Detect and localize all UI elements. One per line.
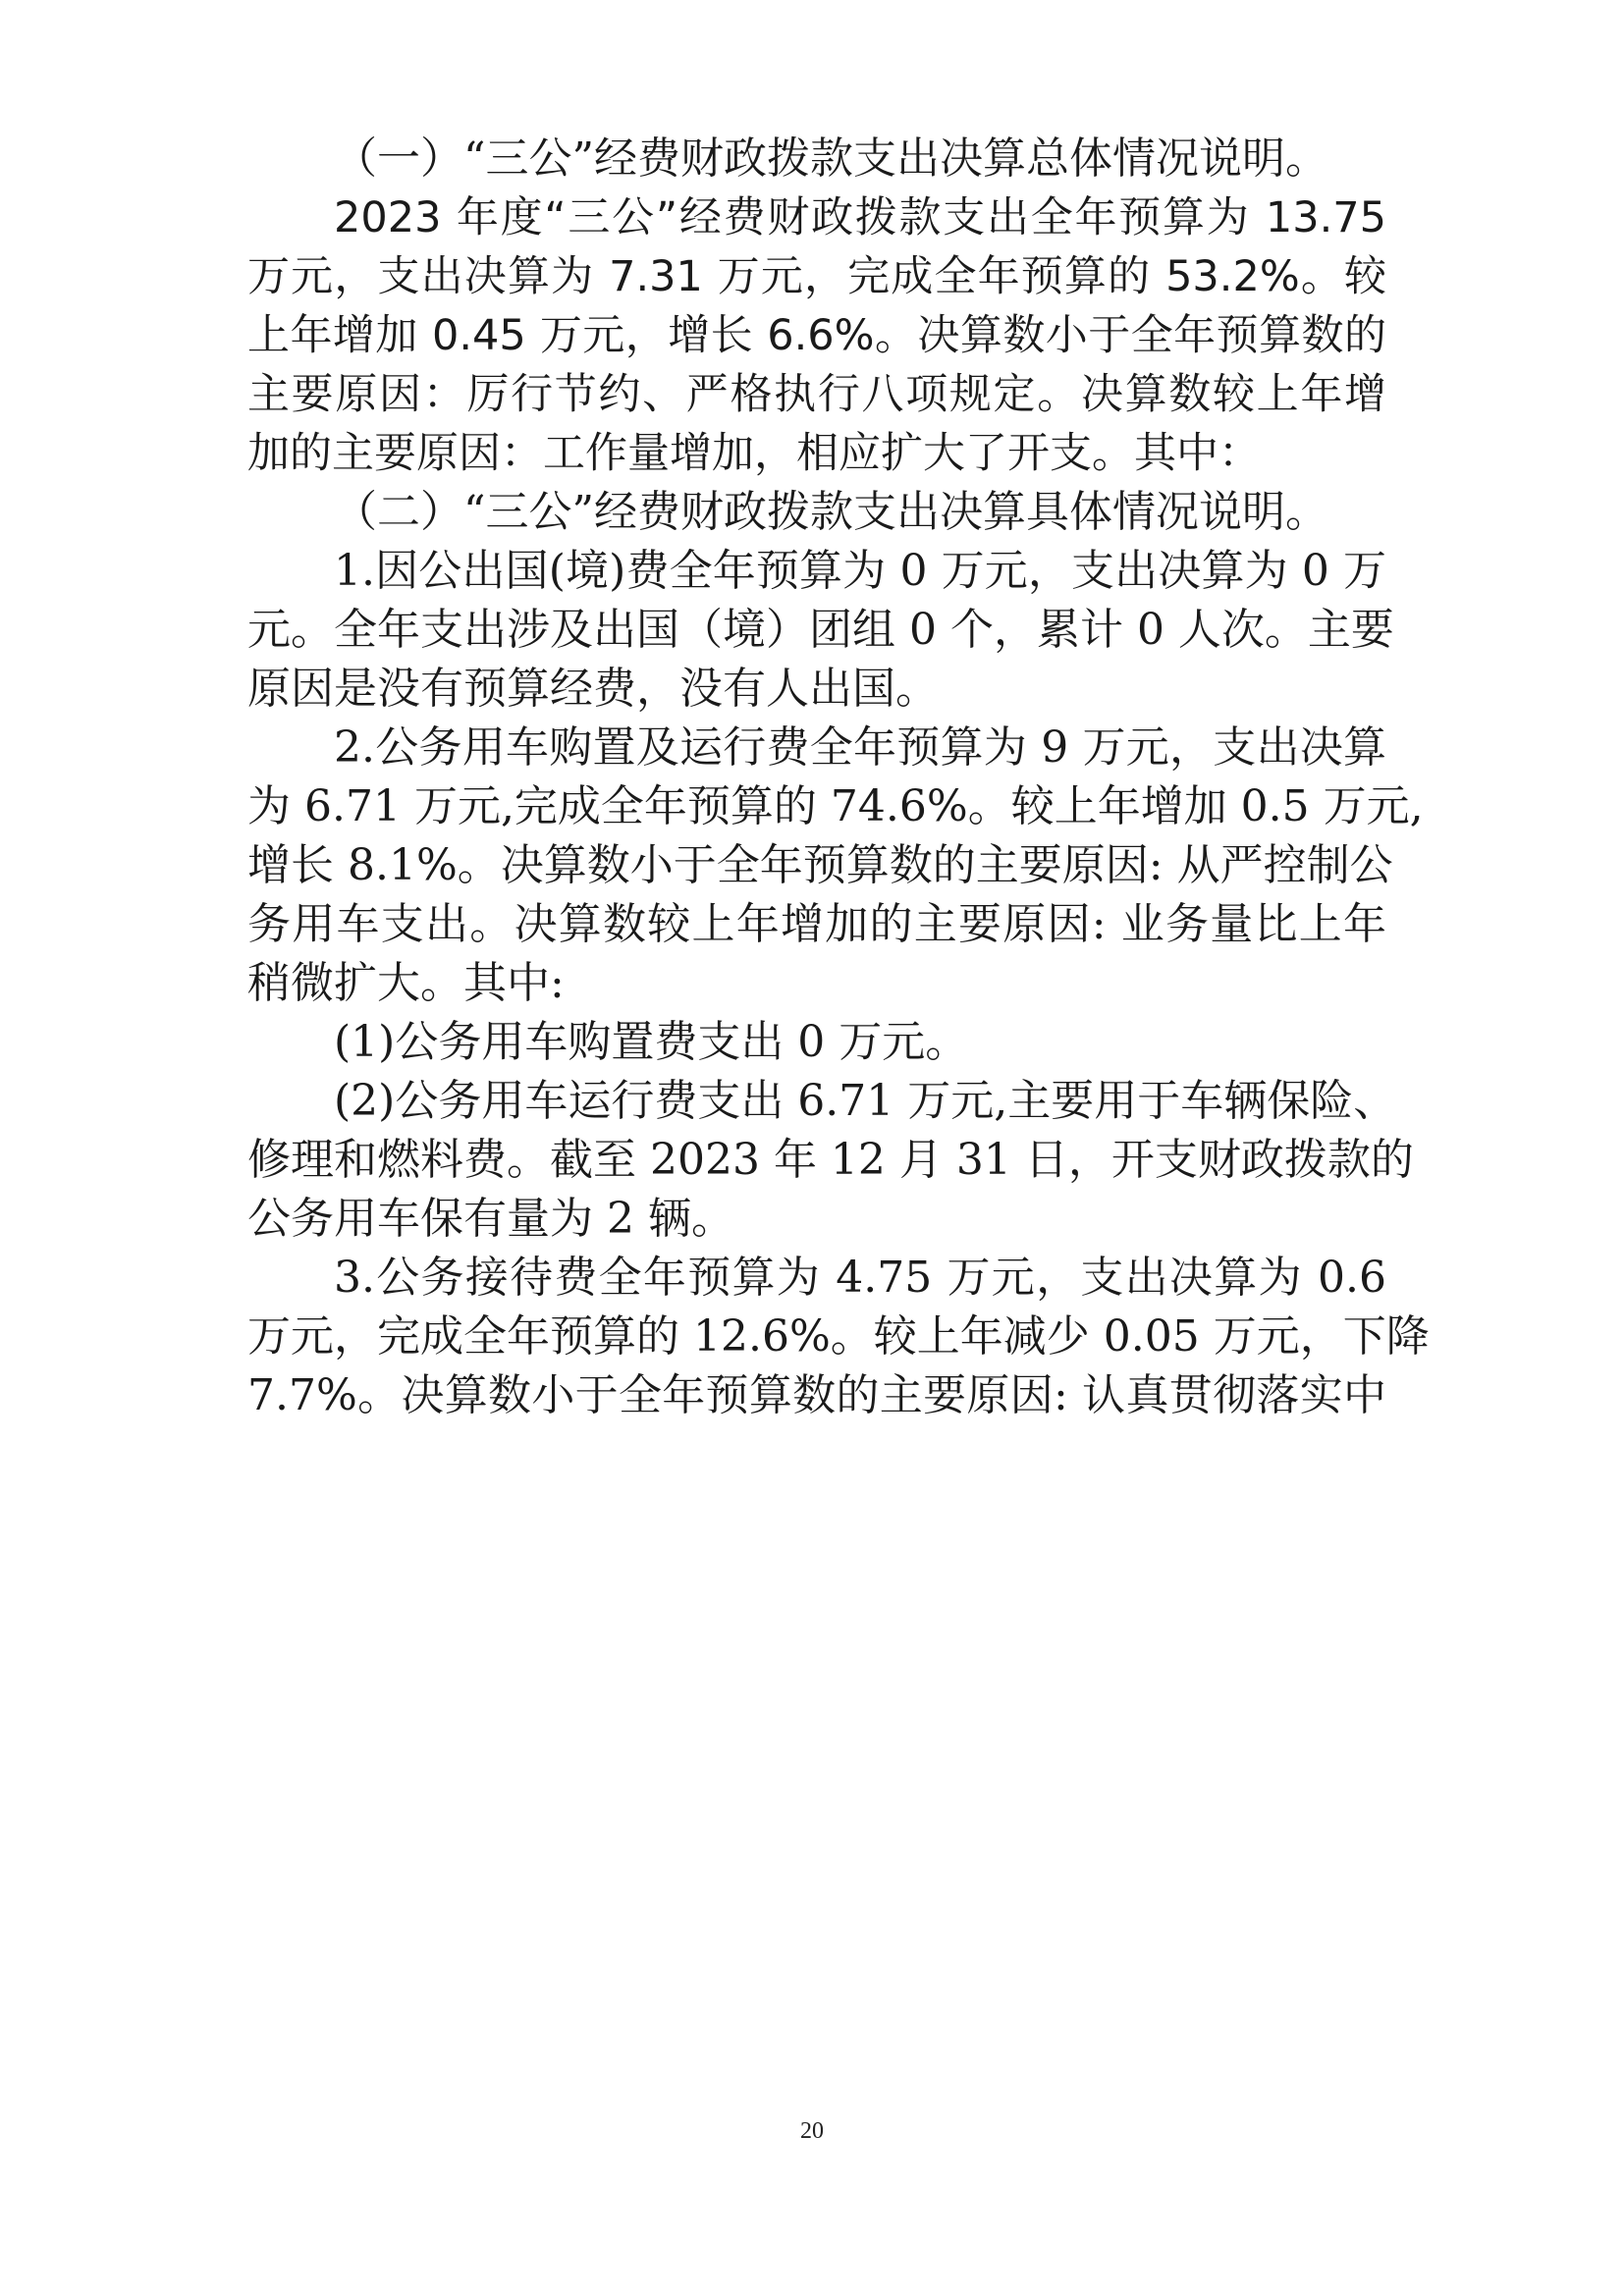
paragraph-line: (2)公务用车运行费支出 6.71 万元,主要用于车辆保险、 <box>334 1076 1397 1126</box>
paragraph-line: 主要原因：厉行节约、严格执行八项规定。决算数较上年增 <box>247 370 1386 419</box>
paragraph-line: 2.公务用车购置及运行费全年预算为 9 万元，支出决算 <box>334 722 1386 773</box>
paragraph-line: 1.因公出国(境)费全年预算为 0 万元，支出决算为 0 万 <box>334 546 1386 596</box>
section-heading-detail: （二）“三公”经费财政拨款支出决算具体情况说明。 <box>334 487 1328 537</box>
paragraph-line: 修理和燃料费。截至 2023 年 12 月 31 日，开支财政拨款的 <box>247 1135 1414 1185</box>
paragraph-line: 2023 年度“三公”经费财政拨款支出全年预算为 13.75 <box>334 193 1386 242</box>
paragraph-line: 上年增加 0.45 万元，增长 6.6%。决算数小于全年预算数的 <box>247 311 1386 360</box>
paragraph-line: 务用车支出。决算数较上年增加的主要原因: 业务量比上年 <box>247 899 1386 949</box>
paragraph-line: 公务用车保有量为 2 辆。 <box>247 1194 734 1244</box>
paragraph-line: 万元，完成全年预算的 12.6%。较上年减少 0.05 万元，下降 <box>247 1311 1430 1362</box>
section-heading-overall: （一）“三公”经费财政拨款支出决算总体情况说明。 <box>334 133 1328 184</box>
paragraph-line: 万元，支出决算为 7.31 万元，完成全年预算的 53.2%。较 <box>247 252 1386 301</box>
paragraph-line: 稍微扩大。其中: <box>247 958 565 1008</box>
paragraph-line: 原因是没有预算经费，没有人出国。 <box>247 664 939 714</box>
paragraph-line: 7.7%。决算数小于全年预算数的主要原因: 认真贯彻落实中 <box>247 1370 1386 1420</box>
page-number: 20 <box>800 2118 824 2144</box>
paragraph-line: 增长 8.1%。决算数小于全年预算数的主要原因: 从严控制公 <box>247 840 1393 890</box>
paragraph-line: 为 6.71 万元,完成全年预算的 74.6%。较上年增加 0.5 万元, <box>247 781 1424 831</box>
paragraph-line: 元。全年支出涉及出国（境）团组 0 个，累计 0 人次。主要 <box>247 605 1394 655</box>
paragraph-line: 加的主要原因：工作量增加，相应扩大了开支。其中： <box>247 429 1261 478</box>
paragraph-line: 3.公务接待费全年预算为 4.75 万元，支出决算为 0.6 <box>334 1253 1386 1303</box>
sub-item-vehicle-purchase: (1)公务用车购置费支出 0 万元。 <box>334 1017 969 1067</box>
